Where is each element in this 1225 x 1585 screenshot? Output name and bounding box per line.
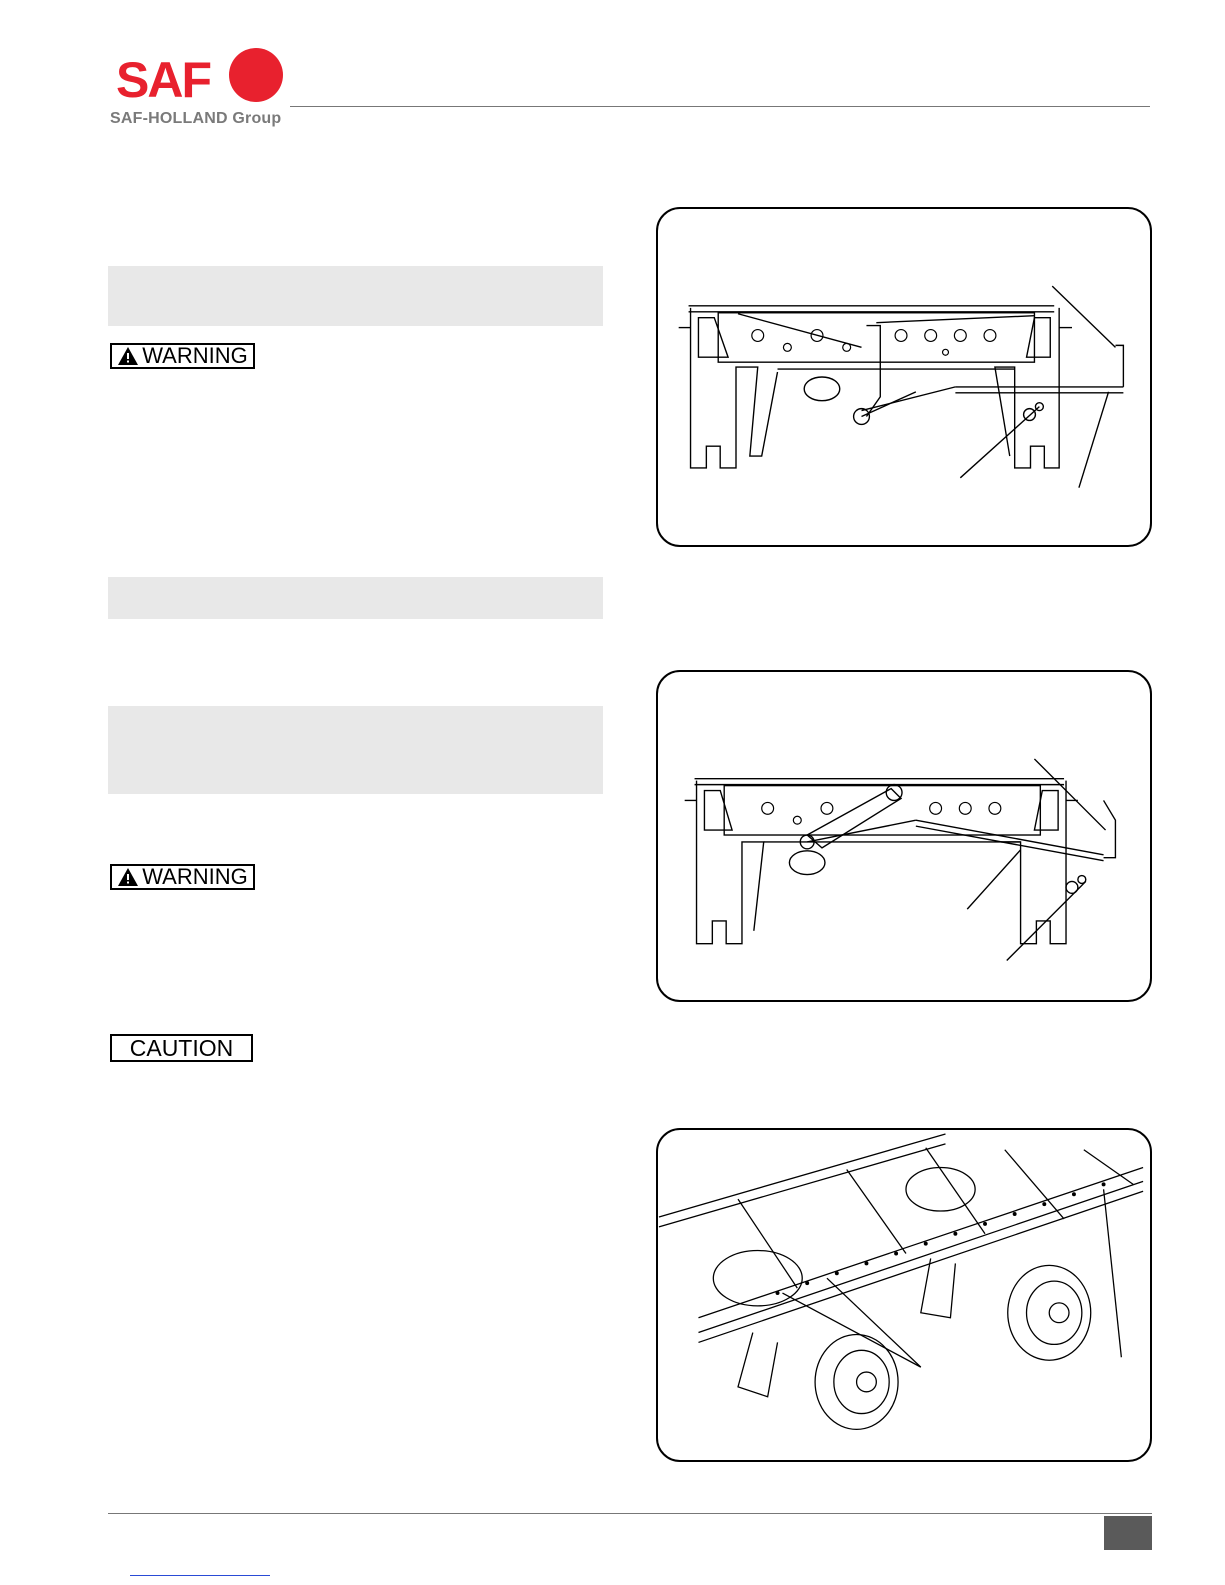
figure-3 [656, 1128, 1152, 1462]
gray-heading-box [108, 266, 603, 326]
footer-rule [108, 1513, 1152, 1514]
figure-1 [656, 207, 1152, 547]
warning-label: WARNING [142, 864, 248, 889]
slider-suspension-perspective-illustration [658, 1130, 1150, 1460]
header-rule [290, 106, 1150, 107]
warning-triangle-icon [117, 867, 139, 887]
warning-label: WARNING [142, 343, 248, 368]
figure-2 [656, 670, 1152, 1002]
gray-heading-box [108, 577, 603, 619]
group-label: SAF-HOLLAND Group [110, 110, 282, 127]
hyperlink-underline[interactable] [130, 1575, 270, 1576]
page-number-box [1104, 1516, 1152, 1550]
caution-badge [110, 1034, 253, 1062]
gray-heading-box [108, 706, 603, 794]
warning-triangle-icon [117, 346, 139, 366]
slider-frame-illustration [658, 209, 1150, 545]
slider-frame-illustration [658, 672, 1150, 1000]
svg-text:SAF: SAF [116, 52, 210, 108]
caution-label: CAUTION [129, 1034, 234, 1061]
warning-badge [110, 343, 255, 369]
warning-badge [110, 864, 255, 890]
